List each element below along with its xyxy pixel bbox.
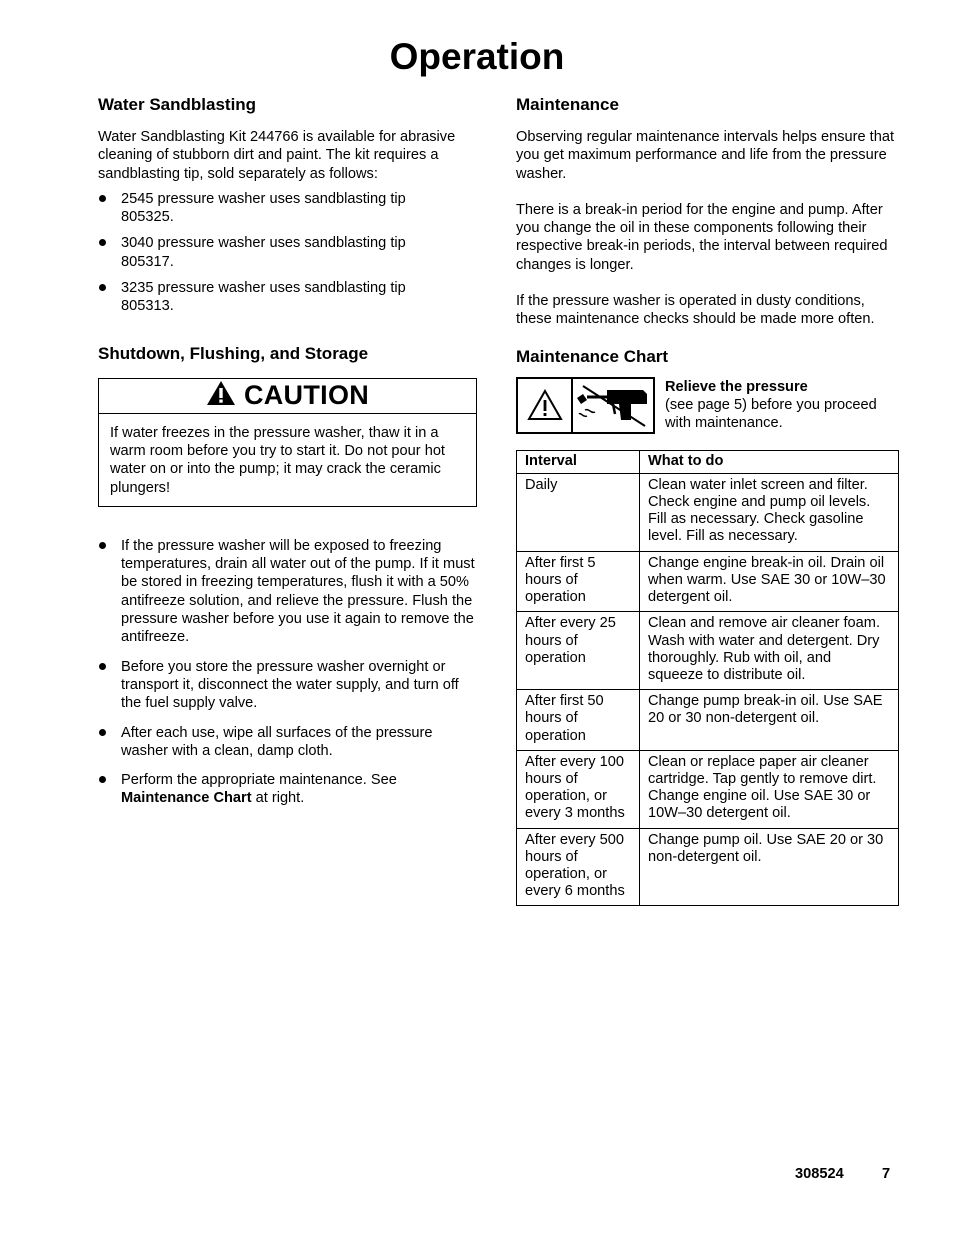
maintenance-chart-heading: Maintenance Chart	[516, 346, 669, 366]
table-row	[517, 750, 899, 828]
document-number: 308524	[795, 1166, 844, 1182]
spray-gun-hazard-icon	[573, 379, 653, 432]
table-row	[517, 828, 899, 906]
todo-cell: Clean and remove air cleaner foam. Wash with water and detergent. Dry thoroughly. Rub with oil, and squeeze to distribute oil.	[640, 612, 899, 690]
maintenance-chart-ref: Maintenance Chart	[121, 790, 252, 807]
interval-cell: After every 25 hours of operation	[517, 612, 640, 690]
todo-cell: Clean or replace paper air cleaner cartridge. Tap gently to remove dirt. Change engine oil. Use SAE 30 or 10W–30 detergent oil.	[640, 750, 899, 828]
todo-cell: Change pump break-in oil. Use SAE 20 or 30 non-detergent oil.	[640, 690, 899, 751]
page-number: 7	[882, 1166, 891, 1182]
list-item: If the pressure washer will be exposed to freezing temperatures, drain all water out of the pump. If it must be stored in freezing temperatures, flush it with a 50% antifreeze solution, and relieve the pressure. Flush the pressure washer before you use it again to remove the antifreeze.	[98, 537, 478, 647]
left-column	[98, 94, 478, 808]
todo-cell: Change engine break-in oil. Drain oil when warm. Use SAE 30 or 10W–30 detergent oil.	[640, 551, 899, 612]
todo-cell: Change pump oil. Use SAE 20 or 30 non-detergent oil.	[640, 828, 899, 906]
list-item: After each use, wipe all surfaces of the pressure washer with a clean, damp cloth.	[98, 724, 478, 761]
list-item: 3235 pressure washer uses sandblasting tip 805313.	[98, 279, 421, 316]
list-item-text: Perform the appropriate maintenance. See	[121, 772, 397, 789]
maintenance-paragraph: Observing regular maintenance intervals helps ensure that you get maximum performance and life from the pressure washer.	[516, 129, 895, 182]
interval-cell: After first 50 hours of operation	[517, 690, 640, 751]
list-item: 3040 pressure washer uses sandblasting tip 805317.	[98, 234, 421, 271]
maintenance-paragraph: If the pressure washer is operated in dusty conditions, these maintenance checks should be made more often.	[516, 293, 875, 328]
list-item: Before you store the pressure washer overnight or transport it, disconnect the water supply, and turn off the fuel supply valve.	[98, 658, 478, 713]
maintenance-heading: Maintenance	[516, 95, 619, 114]
warning-triangle-outline-icon	[518, 379, 573, 432]
list-item: 2545 pressure washer uses sandblasting tip 805325.	[98, 190, 421, 227]
shutdown-list	[98, 537, 478, 808]
caution-text: If water freezes in the pressure washer, thaw it in a warm room before you try to start it. Do not pour hot water on or into the pump; it may crack the ceramic plungers!	[110, 424, 445, 496]
table-row	[517, 612, 899, 690]
interval-cell: After every 100 hours of operation, or every 3 months	[517, 750, 640, 828]
interval-cell: After every 500 hours of operation, or every 6 months	[517, 828, 640, 906]
column-header-interval: Interval	[517, 450, 640, 473]
list-item	[98, 771, 478, 808]
maintenance-table	[516, 450, 899, 907]
pressure-warning	[516, 377, 899, 434]
caution-header	[99, 379, 476, 414]
sandblasting-heading: Water Sandblasting	[98, 95, 257, 114]
list-item-text: at right.	[251, 790, 305, 807]
sandblasting-list	[98, 190, 478, 316]
warning-text	[665, 378, 899, 433]
warning-rest: (see page 5) before you proceed with maintenance.	[665, 396, 877, 432]
interval-cell: Daily	[517, 473, 640, 551]
shutdown-heading: Shutdown, Flushing, and Storage	[98, 343, 369, 363]
maintenance-paragraph: There is a break-in period for the engine and pump. After you change the oil in these components following their respective break-in periods, the interval between required changes is longer.	[516, 201, 888, 273]
right-column	[516, 94, 899, 906]
caution-box	[98, 378, 477, 507]
table-row	[517, 690, 899, 751]
todo-cell: Clean water inlet screen and filter. Check engine and pump oil levels. Fill as necessary. Check gasoline level. Fill as necessary.	[640, 473, 899, 551]
sandblasting-intro: Water Sandblasting Kit 244766 is available for abrasive cleaning of stubborn dirt and paint. The kit requires a sandblasting tip, sold separately as follows:	[98, 129, 456, 182]
table-row	[517, 551, 899, 612]
column-header-what-to-do: What to do	[640, 450, 899, 473]
warning-symbols	[516, 377, 655, 434]
table-row	[517, 473, 899, 551]
caution-label: CAUTION	[243, 380, 370, 411]
table-header-row	[517, 450, 899, 473]
warning-bold: Relieve the pressure	[665, 378, 808, 395]
interval-cell: After first 5 hours of operation	[517, 551, 640, 612]
warning-triangle-icon	[206, 380, 236, 411]
page-title: Operation	[389, 36, 565, 77]
